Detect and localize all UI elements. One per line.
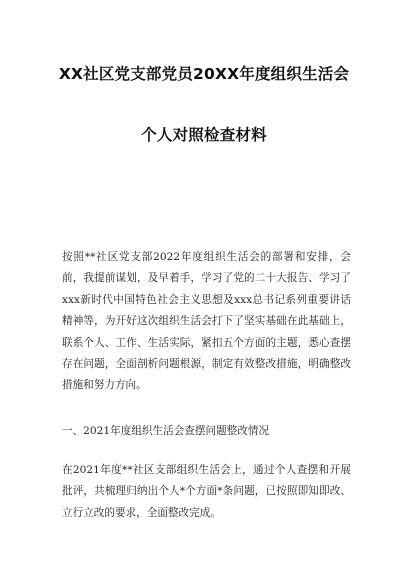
intro-paragraph: 按照**社区党支部2022年度组织生活会的部署和安排，会前，我提前谋划，及早着手，学习了党的二十大报告、学习了xxx新时代中国特色社会主义思想及xxx总书记系列重要讲话精神等，为开好这次组织生活会打下了坚实基础在此基础上，联系个人、工作、生活实际，紧扣五个方面的主题，悉心查摆存在问题，全面剖析问题根源，制定有效整改措施，明确整改措施和努力方向。 <box>62 251 351 392</box>
document-title: XX社区党支部党员20XX年度组织生活会 <box>58 65 350 83</box>
document-subtitle: 个人对照检查材料 <box>141 126 267 144</box>
section-heading-1: 一、2021年度组织生活会查摆问题整改情况 <box>62 425 270 437</box>
section-paragraph-1: 在2021年度**社区支部组织生活会上，通过个人查摆和开展批评，共梳理归纳出个人*个方面*条问题，已按照即知即改、立行立改的要求，全面整改完成。 <box>62 464 351 519</box>
